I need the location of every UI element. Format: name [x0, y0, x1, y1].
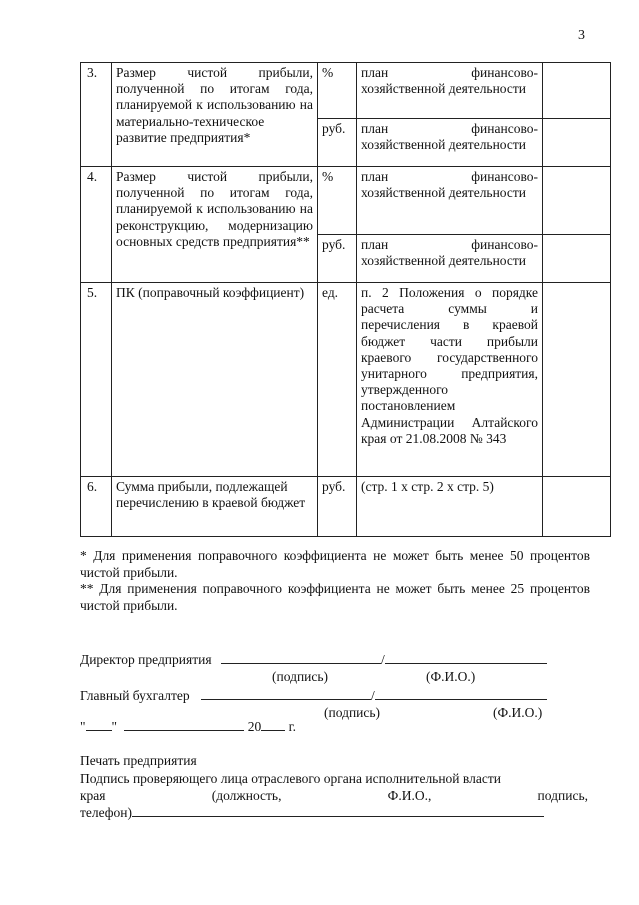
- indicator-name: Размер чистой прибыли, полученной по итогам года, планируемой к использованию на материально-техническое развитие предприятия*: [112, 63, 318, 167]
- footnotes: [80, 548, 590, 614]
- director-name-field: [385, 652, 547, 664]
- value-cell: [543, 119, 611, 167]
- source-cell: план финансово-хозяйственной деятельности: [357, 119, 543, 167]
- indicator-name: ПК (поправочный коэффициент): [112, 283, 318, 477]
- seal-block: [80, 752, 588, 821]
- date-line: " " 20 г.: [80, 719, 297, 734]
- date-month-field: [124, 719, 244, 731]
- director-signature-field: [221, 652, 381, 664]
- director-signature-caption: (подпись): [272, 669, 329, 684]
- value-cell: [543, 63, 611, 119]
- accountant-name-field: [375, 688, 547, 700]
- inspector-line-1: Подпись проверяющего лица отраслевого органа исполнительной власти: [80, 771, 501, 786]
- accountant-label: Главный бухгалтер: [80, 688, 190, 703]
- indicators-table: [80, 62, 611, 537]
- source-cell: план финансово-хозяйственной деятельности: [357, 63, 543, 119]
- accountant-signature-line: Главный бухгалтер /: [80, 688, 547, 704]
- source-cell: план финансово-хозяйственной деятельности: [357, 235, 543, 283]
- inspector-line-2: края (должность, Ф.И.О., подпись,: [80, 788, 588, 803]
- value-cell: [543, 477, 611, 537]
- unit-cell: ед.: [318, 283, 357, 477]
- accountant-signature-field: [201, 688, 371, 700]
- inspector-line-3: телефон): [80, 804, 588, 821]
- row-number: 4.: [81, 167, 112, 283]
- row-number: 3.: [81, 63, 112, 167]
- table-row: [81, 63, 611, 119]
- footnote-1: * Для применения поправочного коэффициента не может быть менее 50 процентов чистой прибыли.: [80, 548, 590, 580]
- value-cell: [543, 235, 611, 283]
- source-cell: (стр. 1 х стр. 2 х стр. 5): [357, 477, 543, 537]
- table-row: [81, 477, 611, 537]
- unit-cell: руб.: [318, 119, 357, 167]
- source-cell: п. 2 Положения о порядке расчета суммы и перечисления в краевой бюджет части прибыли краевого государственного унитарного предприятия, утвержденного постановлением Администрации Алтайского края от 21.08.2008 № 343: [357, 283, 543, 477]
- director-signature-line: Директор предприятия /: [80, 652, 547, 668]
- row-number: 6.: [81, 477, 112, 537]
- director-name-caption: (Ф.И.О.): [426, 669, 476, 684]
- accountant-name-caption: (Ф.И.О.): [493, 705, 543, 720]
- unit-cell: руб.: [318, 235, 357, 283]
- indicator-name: Размер чистой прибыли, полученной по итогам года, планируемой к использованию на реконструкцию, модернизацию основных средств предприятия**: [112, 167, 318, 283]
- accountant-signature-caption: (подпись): [324, 705, 381, 720]
- page-number: 3: [578, 28, 585, 43]
- row-number: 5.: [81, 283, 112, 477]
- table-row: [81, 283, 611, 477]
- date-suffix: г.: [288, 719, 297, 734]
- value-cell: [543, 167, 611, 235]
- unit-cell: руб.: [318, 477, 357, 537]
- date-year-prefix: 20: [247, 719, 262, 734]
- indicator-name: Сумма прибыли, подлежащей перечислению в краевой бюджет: [112, 477, 318, 537]
- value-cell: [543, 283, 611, 477]
- unit-cell: %: [318, 167, 357, 235]
- table-row: [81, 167, 611, 235]
- date-year-field: [261, 719, 285, 731]
- seal-label: Печать предприятия: [80, 753, 197, 768]
- unit-cell: %: [318, 63, 357, 119]
- date-day-field: [86, 719, 112, 731]
- director-label: Директор предприятия: [80, 652, 212, 667]
- source-cell: план финансово-хозяйственной деятельности: [357, 167, 543, 235]
- inspector-phone-field: [132, 805, 544, 817]
- footnote-2: ** Для применения поправочного коэффициента не может быть менее 25 процентов чистой прибыли.: [80, 581, 590, 613]
